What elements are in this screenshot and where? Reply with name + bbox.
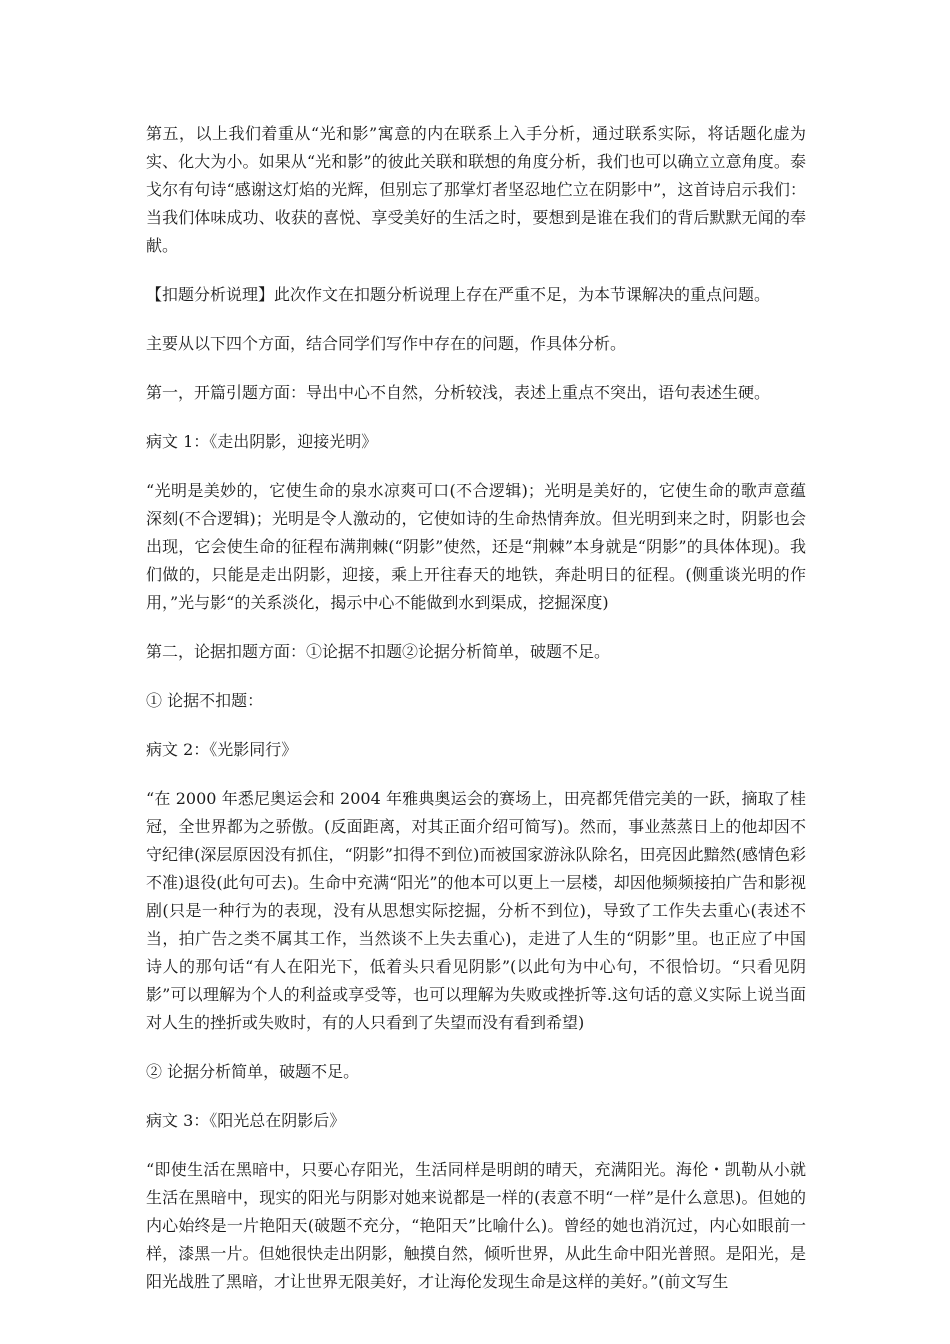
paragraph-fifth-point: 第五，以上我们着重从“光和影”寓意的内在联系上入手分析，通过联系实际，将话题化虚为实、化大为小。如果从“光和影”的彼此关联和联想的角度分析，我们也可以确立立意角度。泰戈尔有句诗“感谢这灯焰的光辉，但别忘了那掌灯者坚忍地伫立在阴影中”，这首诗启示我们：当我们体味成功、收获的喜悦、享受美好的生活之时，要想到是谁在我们的背后默默无闻的奉献。	[146, 124, 806, 255]
paragraph-analysis-heading: 【扣题分析说理】此次作文在扣题分析说理上存在严重不足，为本节课解决的重点问题。	[146, 285, 771, 304]
paragraph-sample-3-title: 病文 3：《阳光总在阴影后》	[146, 1111, 346, 1130]
paragraph-sample-2-title: 病文 2：《光影同行》	[146, 740, 298, 759]
paragraph-sample-1-text: “光明是美妙的，它使生命的泉水凉爽可口(不合逻辑)；光明是美好的，它使生命的歌声意蕴深刻(不合逻辑)；光明是令人激动的，它使如诗的生命热情奔放。但光明到来之时，阴影也会出现，它会使生命的征程布满荆棘(“阴影”使然，还是“荆棘”本身就是“阴影”的具体体现)。我们做的，只能是走出阴影，迎接，乘上开往春天的地铁，奔赴明日的征程。(侧重谈光明的作用，”光与影“的关系淡化，揭示中心不能做到水到渠成，挖掘深度)	[146, 481, 806, 612]
paragraph-first-aspect: 第一，开篇引题方面：导出中心不自然，分析较浅，表述上重点不突出，语句表述生硬。	[146, 383, 771, 402]
paragraph-sample-2-text: “在 2000 年悉尼奥运会和 2004 年雅典奥运会的赛场上，田亮都凭借完美的一跃，摘取了桂冠，全世界都为之骄傲。(反面距离，对其正面介绍可简写)。然而，事业蒸蒸日上的他却因不守纪律(深层原因没有抓住，“阴影”扣得不到位)而被国家游泳队除名，田亮因此黯然(感情色彩不准)退役(此句可去)。生命中充满“阳光”的他本可以更上一层楼，却因他频频接拍广告和影视剧(只是一种行为的表现，没有从思想实际挖掘，分析不到位)，导致了工作失去重心(表述不当，拍广告之类不属其工作，当然谈不上失去重心)，走进了人生的“阴影”里。也正应了中国诗人的那句话“有人在阳光下，低着头只看见阴影”(以此句为中心句，不很恰切。“只看见阴影”可以理解为个人的利益或享受等，也可以理解为失败或挫折等.这句话的意义实际上说当面对人生的挫折或失败时，有的人只看到了失望而没有看到希望)	[146, 789, 806, 1032]
paragraph-sample-3-text: “即使生活在黑暗中，只要心存阳光，生活同样是明朗的晴天，充满阳光。海伦・凯勒从小就生活在黑暗中，现实的阳光与阴影对她来说都是一样的(表意不明“一样”是什么意思)。但她的内心始终是一片艳阳天(破题不充分，“艳阳天”比喻什么)。曾经的她也消沉过，内心如眼前一样，漆黑一片。但她很快走出阴影，触摸自然，倾听世界，从此生命中阳光普照。是阳光，是阳光战胜了黑暗，才让世界无限美好，才让海伦发现生命是这样的美好。”(前文写生	[146, 1160, 806, 1291]
paragraph-point-1: ① 论据不扣题：	[146, 691, 264, 710]
paragraph-point-2: ② 论据分析简单，破题不足。	[146, 1062, 360, 1081]
paragraph-sample-1-title: 病文 1：《走出阴影，迎接光明》	[146, 432, 378, 451]
document-page	[146, 120, 806, 1317]
paragraph-four-aspects: 主要从以下四个方面，结合同学们写作中存在的问题，作具体分析。	[146, 334, 627, 353]
paragraph-second-aspect: 第二，论据扣题方面：①论据不扣题②论据分析简单，破题不足。	[146, 642, 611, 661]
